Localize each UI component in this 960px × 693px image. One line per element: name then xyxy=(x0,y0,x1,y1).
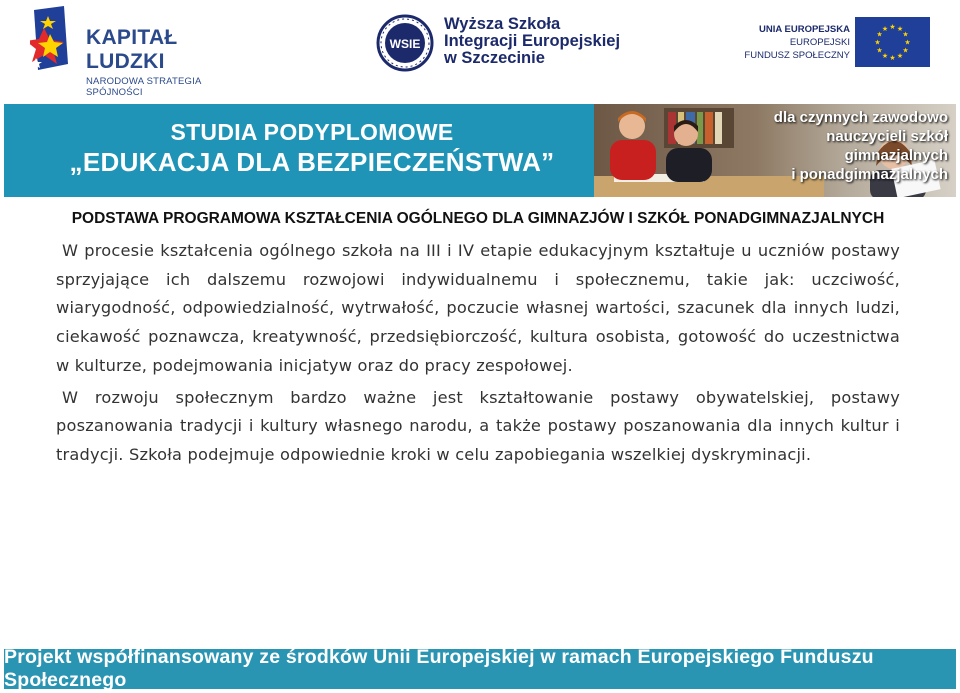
eu-logo-line3: FUNDUSZ SPOŁECZNY xyxy=(744,50,850,61)
eu-flag-icon xyxy=(855,17,930,67)
kapital-ludzki-title: KAPITAŁ LUDZKI xyxy=(86,26,178,73)
banner-title xyxy=(62,118,562,178)
document-content xyxy=(56,205,900,470)
wsie-emblem-icon xyxy=(372,14,438,72)
svg-text:★: ★ xyxy=(896,52,904,60)
banner-tagline-line4: i ponadgimnazjalnych xyxy=(791,166,948,183)
eu-logo-line2: EUROPEJSKI xyxy=(789,37,850,48)
kapital-ludzki-logo xyxy=(30,6,260,98)
svg-text:★: ★ xyxy=(902,46,909,55)
banner-tagline-line3: gimnazjalnych xyxy=(844,147,948,164)
document-paragraph-2: W rozwoju społecznym bardzo ważne jest kształtowanie postawy obywatelskiej, postawy poszanowania tradycji i kultury własnego narodu, a także postawy poszanowania dla innych kultur i tradycji. Szkoła podejmuje odpowiednie kroki w celu zapobiegania wszelkiej dyskryminacji. xyxy=(56,387,900,464)
wsie-badge-text: WSIE xyxy=(389,37,421,51)
document-heading: PODSTAWA PROGRAMOWA KSZTAŁCENIA OGÓLNEGO DLA GIMNAZJÓW I SZKÓŁ PONADGIMNAZJALNYCH xyxy=(71,210,885,227)
svg-text:★: ★ xyxy=(876,46,883,55)
eu-logo-line1: UNIA EUROPEJSKA xyxy=(759,24,850,35)
kapital-ludzki-subtitle: NARODOWA STRATEGIA SPÓJNOŚCI xyxy=(86,76,201,98)
svg-text:★: ★ xyxy=(889,23,896,31)
svg-text:★: ★ xyxy=(874,38,881,47)
kapital-ludzki-emblem-icon xyxy=(30,6,78,78)
logo-bar xyxy=(0,0,960,100)
svg-text:★: ★ xyxy=(889,54,896,62)
funding-footer-text: Projekt współfinansowany ze środków Unii Europejskiej w ramach Europejskiego Funduszu Społecznego xyxy=(4,646,874,691)
wsie-name-line2: Integracji Europejskiej xyxy=(444,32,621,50)
banner-tagline-line1: dla czynnych zawodowo xyxy=(773,109,948,126)
svg-text:★: ★ xyxy=(902,30,909,39)
course-banner xyxy=(4,104,956,197)
eu-logo xyxy=(742,14,942,74)
banner-tagline-line2: nauczycieli szkół xyxy=(826,128,948,145)
wsie-logo xyxy=(372,14,632,74)
document-paragraph-1: W procesie kształcenia ogólnego szkoła na III i IV etapie edukacyjnym kształtuje u uczniów postawy sprzyjające ich dalszemu rozwojowi indywidualnemu i społecznemu, takie jak: uczciwość, wiarygodność, odpowiedzialność, wytrwałość, poczucie własnej wartości, szacunek dla innych ludzi, ciekawość poznawcza, kreatywność, przedsiębiorczość, kultura osobista, gotowość do uczestnictwa w kulturze, podejmowania inicjatyw oraz do pracy zespołowej. xyxy=(56,241,900,375)
wsie-name-line1: Wyższa Szkoła xyxy=(444,15,561,33)
banner-title-line2: „EDUKACJA DLA BEZPIECZEŃSTWA” xyxy=(69,147,555,177)
svg-text:★: ★ xyxy=(881,52,889,60)
svg-text:★: ★ xyxy=(876,30,883,39)
svg-text:★: ★ xyxy=(904,38,911,47)
banner-tagline xyxy=(748,108,948,184)
wsie-name-line3: w Szczecinie xyxy=(444,49,545,67)
svg-text:★: ★ xyxy=(881,25,889,33)
svg-text:★: ★ xyxy=(896,25,904,33)
banner-title-line1: STUDIA PODYPLOMOWE xyxy=(170,119,454,145)
funding-footer xyxy=(4,646,956,691)
